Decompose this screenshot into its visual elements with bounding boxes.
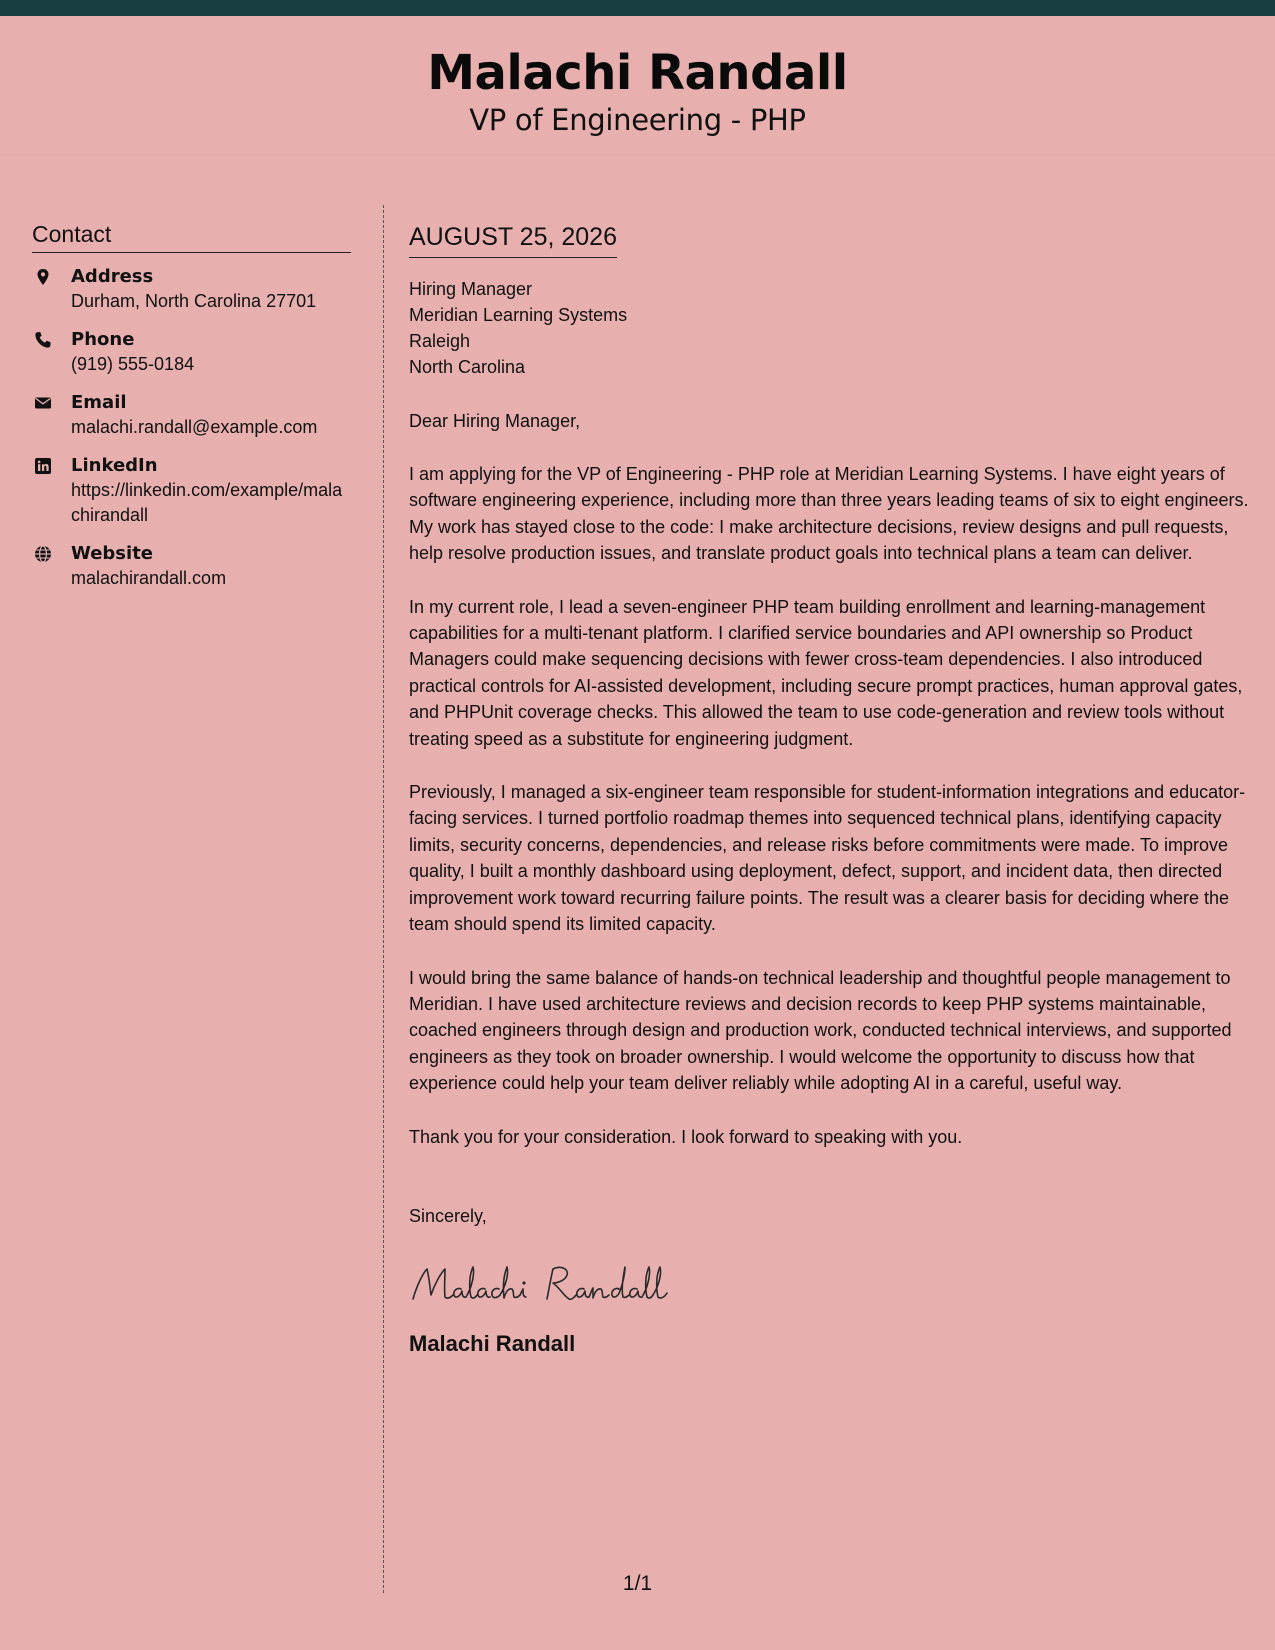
contact-value[interactable]: https://linkedin.com/example/malachirandall [71,480,343,525]
body-paragraph: I would bring the same balance of hands-on technical leadership and thoughtful people management to Meridian. I have used architecture reviews and decision records to keep PHP systems maintainable, coached engineers through design and production work, conducted technical interviews, and supported engineers as they took on broader ownership. I would welcome the opportunity to discuss how that experience could help your team deliver reliably while adopting AI in a careful, useful way. [409,967,1232,1094]
handwritten-signature [409,1255,1251,1315]
body-paragraph: Thank you for your consideration. I look forward to speaking with you. [409,1126,963,1147]
closing: Sincerely, [409,1205,487,1226]
letter-body [409,220,1251,1359]
contact-value: Durham, North Carolina 27701 [71,291,317,311]
recipient-block [409,276,1251,380]
contact-address [32,265,351,314]
linkedin-icon [34,457,52,475]
salutation: Dear Hiring Manager, [409,411,581,431]
contact-label: LinkedIn [71,455,158,476]
recipient-line: Hiring Manager [409,279,533,299]
signer-name: Malachi Randall [409,1330,576,1356]
contact-phone [32,328,351,377]
applicant-role: VP of Engineering - PHP [469,103,806,137]
contact-website [32,542,351,591]
body-paragraph: In my current role, I lead a seven-engineer PHP team building enrollment and learning-management capabilities for a multi-tenant platform. I clarified service boundaries and API ownership so Product Managers could make sequencing decisions with fewer cross-team dependencies. I also introduced practical controls for AI-assisted development, including secure prompt practices, human approval gates, and PHPUnit coverage checks. This allowed the team to use code-generation and review tools without treating speed as a substitute for engineering judgment. [409,596,1243,749]
contact-value: (919) 555-0184 [71,354,195,374]
contact-label: Email [71,392,127,413]
contact-linkedin [32,454,351,528]
top-accent-bar [0,0,1275,16]
recipient-line: Meridian Learning Systems [409,305,628,325]
contact-email [32,391,351,440]
contact-sidebar [32,218,351,605]
contact-title: Contact [32,218,351,253]
recipient-line: Raleigh [409,331,471,351]
page-number: 1/1 [622,1572,653,1595]
contact-value: malachi.randall@example.com [71,417,318,437]
letter-date: AUGUST 25, 2026 [409,220,617,258]
body-paragraph: Previously, I managed a six-engineer team responsible for student-information integrations and educator-facing services. I turned portfolio roadmap themes into sequenced technical plans, identifying capacity limits, security concerns, dependencies, and release risks before commitments were made. To improve quality, I built a monthly dashboard using deployment, defect, support, and incident data, then directed improvement work toward recurring failure points. The result was a clearer basis for deciding where the team should spend its limited capacity. [409,782,1246,935]
column-divider [383,205,384,1593]
recipient-line: North Carolina [409,357,526,377]
letter-header [0,16,1275,155]
map-pin-icon [34,268,52,286]
body-paragraph: I am applying for the VP of Engineering - PHP role at Meridian Learning Systems. I have eight years of software engineering experience, including more than three years leading teams of six to eight engineers. My work has stayed close to the code: I make architecture decisions, review designs and pull requests, help resolve production issues, and translate product goals into technical plans a team can deliver. [409,464,1249,564]
envelope-icon [34,394,52,412]
contact-value[interactable]: malachirandall.com [71,568,227,588]
contact-label: Phone [71,329,135,350]
contact-label: Website [71,543,154,564]
contact-label: Address [71,266,154,287]
globe-icon [34,545,52,563]
phone-icon [34,331,52,349]
applicant-name: Malachi Randall [427,45,848,101]
